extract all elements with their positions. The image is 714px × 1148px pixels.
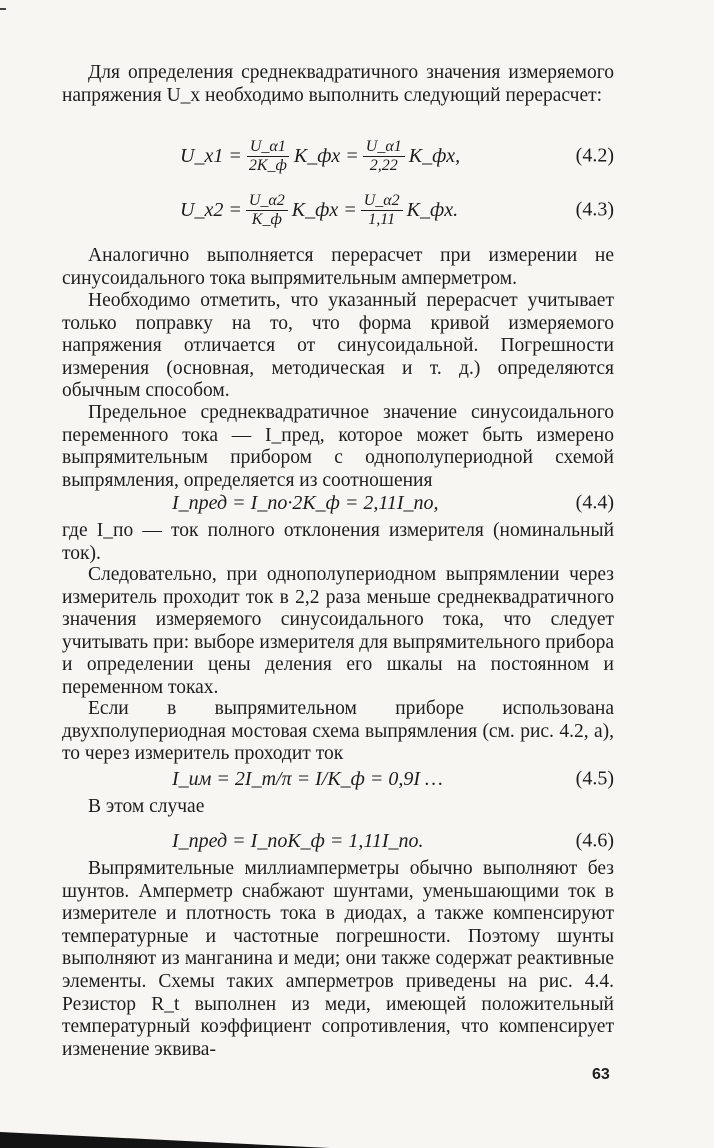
eq43-fraction-1 xyxy=(246,192,288,229)
paragraph-7: Если в выпрямительном приборе использована двухполупериодная мостовая схема выпрямления (см. рис. 4.2, а), то через измеритель проходит ток xyxy=(62,698,614,765)
eq42-frac2-numerator: U_α1 xyxy=(363,138,405,157)
eq42-frac2-denominator: 2,22 xyxy=(369,156,398,174)
eq43-lhs: U_x2 = xyxy=(180,198,242,221)
scan-shadow xyxy=(0,1126,330,1148)
eq43-middle: K_фx = xyxy=(291,198,357,221)
paragraph-4: Предельное среднеквадратичное значение синусоидального переменного тока — I_пред, которое может быть измерено выпрямительным прибором с однополупериодной схемой выпрямления, определяется из соотношения xyxy=(62,402,614,491)
scan-mark xyxy=(0,8,6,10)
equation-4-2 xyxy=(62,134,614,178)
equation-4-5 xyxy=(62,766,614,792)
equation-number-4-5: (4.5) xyxy=(575,767,614,790)
equation-number-4-6: (4.6) xyxy=(575,829,614,852)
equation-4-6 xyxy=(62,828,614,854)
eq46-expression: I_пред = I_поK_ф = 1,11I_по. xyxy=(172,829,424,852)
eq42-middle: K_фx = xyxy=(293,144,359,167)
eq43-tail: K_фx. xyxy=(406,198,459,221)
page-number: 63 xyxy=(592,1066,610,1083)
eq42-lhs: U_x1 = xyxy=(180,144,242,167)
equation-number-4-2: (4.2) xyxy=(575,144,614,167)
paragraph-1: Для определения среднеквадратичного значения измеряемого напряжения U_x необходимо выполнить следующий перерасчет: xyxy=(62,62,614,106)
eq43-frac2-denominator: 1,11 xyxy=(368,210,396,228)
eq42-fraction-1 xyxy=(246,138,290,175)
eq43-frac1-denominator: K_ф xyxy=(251,210,282,228)
eq43-fraction-2 xyxy=(361,192,403,229)
eq42-frac1-numerator: U_α1 xyxy=(247,138,289,157)
eq42-fraction-2 xyxy=(363,138,405,175)
eq42-frac1-denominator: 2K_ф xyxy=(248,156,287,174)
paragraph-5: где I_по — ток полного отклонения измерителя (номинальный ток). xyxy=(62,520,614,564)
eq42-tail: K_фx, xyxy=(408,144,461,167)
paragraph-3: Необходимо отметить, что указанный перерасчет учитывает только поправку на то, что форма кривой измеряемого напряжения отличается от синусоидальной. Погрешности измерения (основная, методическая и т. д.) определяются обычным способом. xyxy=(62,290,614,402)
equation-4-4 xyxy=(62,490,614,516)
equation-4-3 xyxy=(62,188,614,232)
paragraph-9: Выпрямительные миллиамперметры обычно выполняют без шунтов. Амперметр снабжают шунтами, уменьшающими ток в измерителе и плотность тока в диодах, а также компенсируют температурные и частотные погрешности. Поэтому шунты выполняют из манганина и меди; они также содержат реактивные элементы. Схемы таких амперметров приведены на рис. 4.4. Резистор R_t выполнен из меди, имеющей положительный температурный коэффициент сопротивления, что компенсирует изменение эквива- xyxy=(62,858,614,1060)
equation-number-4-3: (4.3) xyxy=(575,198,614,221)
equation-number-4-4: (4.4) xyxy=(575,491,614,514)
eq43-frac2-numerator: U_α2 xyxy=(361,192,403,211)
eq44-expression: I_пред = I_по·2K_ф = 2,11I_по, xyxy=(172,491,439,514)
paragraph-2: Аналогично выполняется перерасчет при измерении не синусоидального тока выпрямительным амперметром. xyxy=(62,245,614,289)
eq45-expression: I_им = 2I_m/π = I/K_ф = 0,9I … xyxy=(172,767,443,790)
eq43-frac1-numerator: U_α2 xyxy=(246,192,288,211)
paragraph-6: Следовательно, при однополупериодном выпрямлении через измеритель проходит ток в 2,2 раза меньше среднеквадратичного значения измеряемого синусоидального тока, что следует учитывать при: выборе измерителя для выпрямительного прибора и определении цены деления его шкалы на постоянном и переменном токах. xyxy=(62,564,614,698)
paragraph-8: В этом случае xyxy=(88,796,205,817)
